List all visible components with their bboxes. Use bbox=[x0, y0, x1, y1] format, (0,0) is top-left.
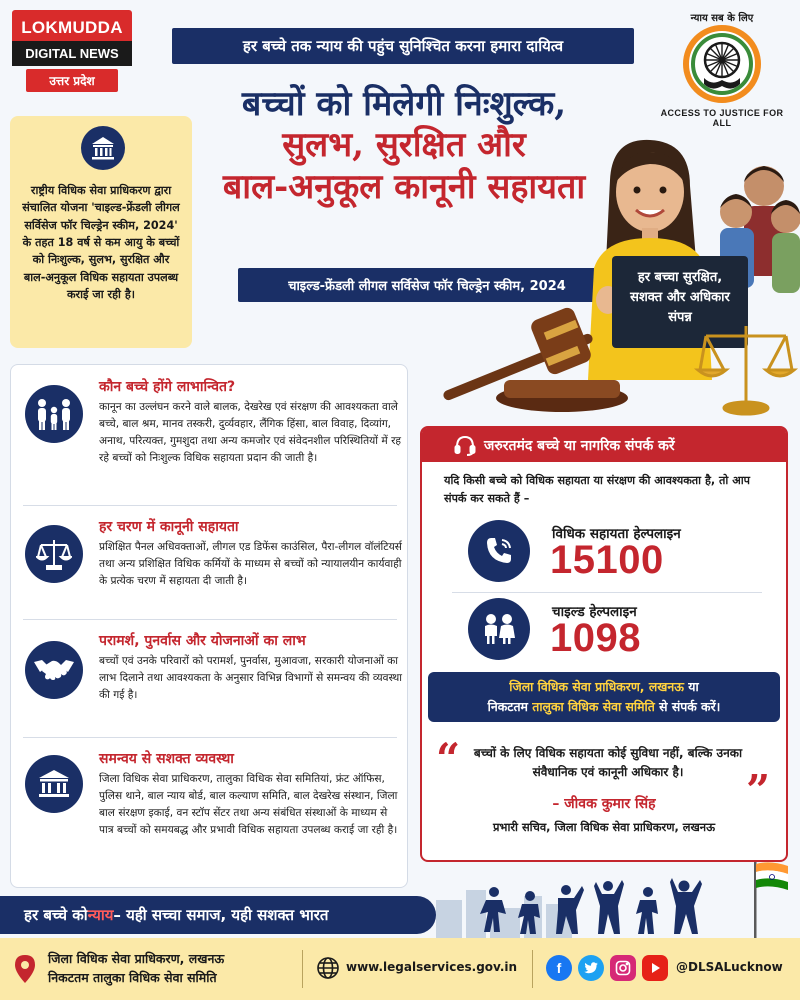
globe-icon bbox=[316, 956, 340, 980]
feature-title: हर चरण में कानूनी सहायता bbox=[99, 519, 239, 535]
phone-icon bbox=[468, 520, 530, 582]
access-to-justice-logo bbox=[660, 8, 784, 128]
brand-logo bbox=[12, 10, 132, 92]
quote-text: बच्चों के लिए विधिक सहायता कोई सुविधा नहीं, बल्कि उनका संवैधानिक एवं कानूनी अधिकार है। bbox=[473, 746, 743, 780]
feature-title: कौन बच्चे होंगे लाभान्वित? bbox=[99, 379, 236, 395]
feature-legal-support bbox=[11, 505, 409, 619]
helpline-number[interactable]: 15100 bbox=[550, 538, 664, 582]
feature-counselling bbox=[11, 619, 409, 737]
headline-line-1: बच्चों को मिलेगी निःशुल्क, bbox=[241, 84, 567, 124]
location-pin-icon bbox=[14, 954, 36, 984]
intro-card bbox=[10, 116, 192, 348]
feature-coordination bbox=[11, 737, 409, 887]
divider bbox=[452, 592, 762, 593]
website-link[interactable]: www.legalservices.gov.in bbox=[346, 960, 518, 974]
note-connector: या bbox=[683, 679, 699, 694]
contact-note bbox=[428, 672, 780, 722]
contact-heading bbox=[422, 428, 786, 462]
close-quote-icon: ” bbox=[746, 766, 771, 815]
note-authority: जिला विधिक सेवा प्राधिकरण, लखनऊ bbox=[509, 679, 684, 694]
tagline-bar bbox=[0, 896, 436, 934]
contact-heading-text: जरुरतमंद बच्चे या नागरिक संपर्क करें bbox=[484, 437, 675, 454]
address-line-1: जिला विधिक सेवा प्राधिकरण, लखनऊ bbox=[48, 951, 225, 966]
helpline-label: चाइल्ड हेल्पलाइन bbox=[552, 604, 637, 620]
note-nearest: निकटतम bbox=[487, 698, 533, 714]
feature-title: परामर्श, पुनर्वास और योजनाओं का लाभ bbox=[99, 633, 306, 649]
brand-subtitle: DIGITAL NEWS bbox=[12, 41, 132, 66]
children-silhouettes bbox=[436, 852, 800, 940]
facebook-icon[interactable]: f bbox=[546, 955, 572, 981]
logo-tagline-hindi: न्याय सब के लिए bbox=[690, 13, 754, 24]
features-panel bbox=[10, 364, 408, 888]
helpline-label: विधिक सहायता हेल्पलाइन bbox=[552, 526, 681, 542]
brand-state: उत्तर प्रदेश bbox=[26, 69, 118, 92]
headset-icon bbox=[454, 434, 476, 456]
court-building-icon bbox=[81, 126, 125, 170]
logo-tagline-english: ACCESS TO JUSTICE FOR ALL bbox=[660, 108, 784, 128]
note-taluka: तालुका विधिक सेवा समिति bbox=[532, 698, 655, 714]
social-handle[interactable]: @DLSALucknow bbox=[676, 960, 783, 974]
top-banner: हर बच्चे तक न्याय की पहुंच सुनिश्चित करना हमारा दायित्व bbox=[172, 28, 634, 64]
indian-flag-icon bbox=[754, 862, 788, 940]
youtube-icon[interactable] bbox=[642, 955, 668, 981]
tagline-part-3: – यही सच्चा समाज, यही सशक्त भारत bbox=[113, 906, 329, 924]
helpline-number[interactable]: 1098 bbox=[550, 616, 641, 660]
brand-name: LOKMUDDA bbox=[12, 10, 132, 41]
twitter-icon[interactable] bbox=[578, 955, 604, 981]
intro-text: राष्ट्रीय विधिक सेवा प्राधिकरण द्वारा संचालित योजना 'चाइल्ड-फ्रेंडली लीगल सर्विसेज फॉर चिल्ड्रेन स्कीम, 2024' के तहत 18 वर्ष से कम आयु के बच्चों को निःशुल्क, सुलभ, सुरक्षित और बाल-अनुकूल विधिक सहायता उपलब्ध कराई जा रही है। bbox=[22, 184, 180, 302]
tagline-part-1: हर बच्चे को bbox=[24, 906, 88, 924]
divider bbox=[532, 950, 533, 988]
open-quote-icon: “ bbox=[436, 734, 461, 783]
address-line-2: निकटतम तालुका विधिक सेवा समिति bbox=[48, 970, 217, 986]
children-icon bbox=[468, 598, 530, 660]
note-contact: से संपर्क करें। bbox=[654, 698, 721, 714]
feature-beneficiaries bbox=[11, 365, 409, 505]
scheme-banner: चाइल्ड-फ्रेंडली लीगल सर्विसेज फॉर चिल्ड्रेन स्कीम, 2024 bbox=[238, 268, 616, 302]
institution-icon bbox=[25, 755, 83, 813]
quote-author: – जीवक कुमार सिंह bbox=[552, 796, 656, 812]
feature-text: प्रशिक्षित पैनल अधिवक्ताओं, लीगल एड डिफेंस काउंसिल, पैरा-लीगल वॉलंटियर्स तथा अन्य प्रशिक्षित विधिक कर्मियों के माध्यम से बच्चों को न्यायालयीन कार्यवाही के प्रत्येक चरण में सहायता दी जाती है। bbox=[99, 541, 402, 588]
feature-text: कानून का उल्लंघन करने वाले बालक, देखरेख एवं संरक्षण की आवश्यकता वाले बच्चे, बाल श्रम, मानव तस्करी, दुर्व्यवहार, लैंगिक हिंसा, बाल विवाह, दिव्यांग, अनाथ, परित्यक्त, गुमशुदा तथा अन्य कमजोर एवं संवेदनशील परिस्थितियों में रह रहे बच्चों को निःशुल्क विधिक सहायता प्रदान की जाती है। bbox=[99, 401, 402, 465]
placard-text: हर बच्चा सुरक्षित, सशक्त और अधिकार संपन्न bbox=[630, 270, 730, 326]
family-icon bbox=[25, 385, 83, 443]
handshake-icon bbox=[25, 641, 83, 699]
footer-address bbox=[48, 949, 224, 988]
tagline-justice: न्याय bbox=[87, 906, 114, 924]
quote-author-role: प्रभारी सचिव, जिला विधिक सेवा प्राधिकरण, लखनऊ bbox=[492, 820, 716, 834]
contact-intro: यदि किसी बच्चे को विधिक सहायता या संरक्षण की आवश्यकता है, तो आप संपर्क कर सकते हैं – bbox=[444, 474, 751, 505]
headline-line-3: बाल-अनुकूल कानूनी सहायता bbox=[222, 166, 586, 207]
footer bbox=[0, 938, 800, 1000]
scales-icon bbox=[25, 525, 83, 583]
divider bbox=[302, 950, 303, 988]
feature-text: बच्चों एवं उनके परिवारों को परामर्श, पुनर्वास, मुआवजा, सरकारी योजनाओं का लाभ दिलाने तथा आवश्यकता के अनुसार विभिन्न विभागों से समन्वय की व्यवस्था की गई है। bbox=[99, 655, 402, 702]
feature-text: जिला विधिक सेवा प्राधिकरण, तालुका विधिक सेवा समितियां, फ्रंट ऑफिस, पुलिस थाने, बाल न्याय बोर्ड, बाल कल्याण समिति, बाल देखरेख संस्थान, जिला बाल संरक्षण इकाई, वन स्टॉप सेंटर तथा अन्य संबंधित संस्थाओं के माध्यम से पात्र बच्चों को समयबद्ध और प्रभावी विधिक सहायता उपलब्ध कराई जा रही है। bbox=[99, 773, 398, 837]
instagram-icon[interactable] bbox=[610, 955, 636, 981]
feature-title: समन्वय से सशक्त व्यवस्था bbox=[99, 751, 234, 767]
hero-illustration bbox=[434, 130, 800, 420]
headline-line-2: सुलभ, सुरक्षित और bbox=[282, 125, 526, 166]
contact-panel bbox=[420, 426, 788, 862]
